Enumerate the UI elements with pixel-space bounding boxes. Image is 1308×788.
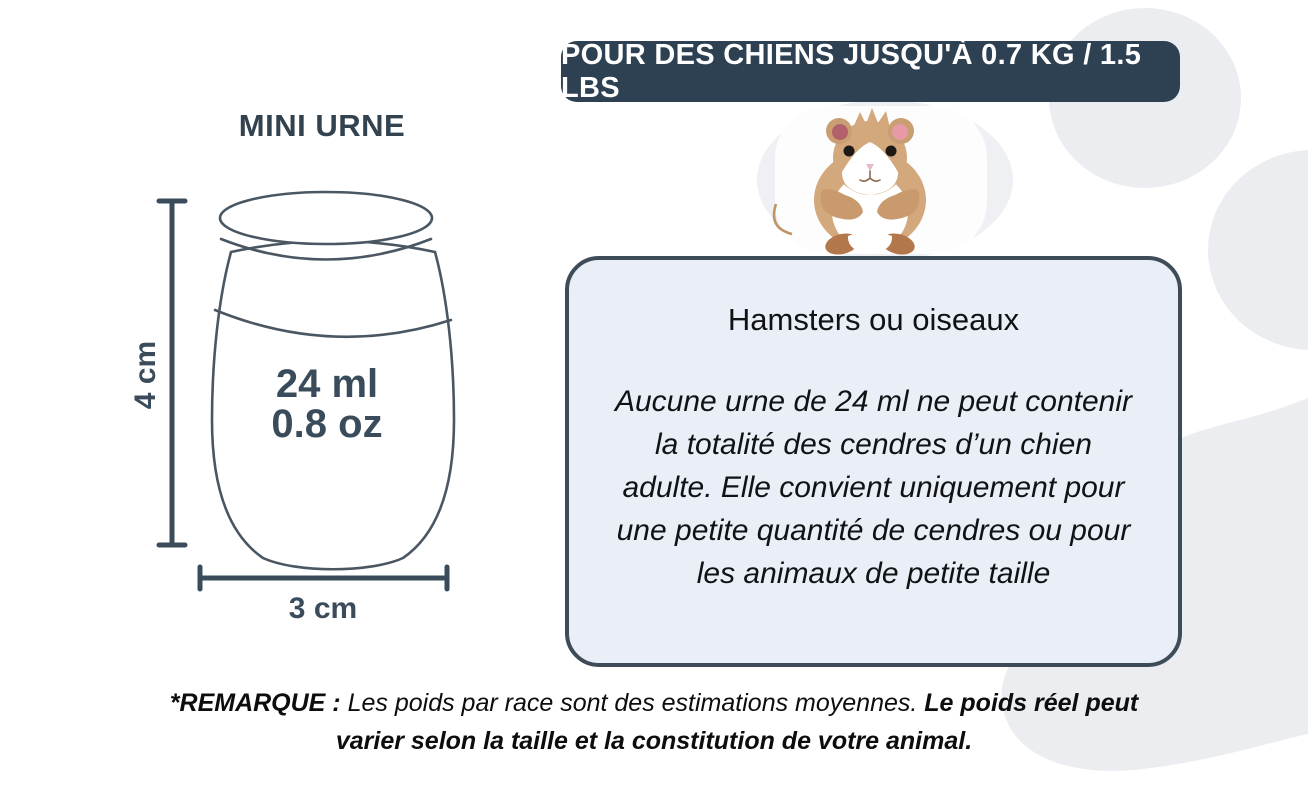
hamster-ear-right-inner (892, 124, 908, 140)
volume-oz-label: 0.8 oz (271, 402, 383, 446)
remark-label: *REMARQUE : (169, 689, 348, 717)
info-box-text: Aucune urne de 24 ml ne peut contenir la totalité des cendres d’un chien adulte. Elle convient uniquement pour une petite quantité de cendres ou pour les animaux de petite taille (614, 385, 1133, 590)
hamster-ear-left-inner (832, 124, 848, 140)
hamster-eye-left (844, 146, 855, 157)
hamster-eye-right (886, 146, 897, 157)
paw-toe-circle-right (1208, 150, 1308, 350)
remark-note (164, 684, 1144, 760)
height-dimension-line (159, 201, 185, 545)
weight-badge: POUR DES CHIENS JUSQU'À 0.7 KG / 1.5 LBS (561, 41, 1180, 102)
hamster-illustration (760, 98, 1010, 260)
volume-ml-label: 24 ml (275, 362, 379, 406)
height-label: 4 cm (128, 340, 162, 410)
urn-diagram (120, 180, 480, 640)
urn-title: MINI URNE (238, 108, 406, 143)
width-label: 3 cm (288, 592, 358, 625)
info-box-title: Hamsters ou oiseaux (727, 302, 1020, 337)
remark-bold-text: Le poids réel peut varier selon la taille et la constitution de votre animal. (335, 689, 1139, 755)
info-box (565, 256, 1182, 667)
remark-normal-text: Les poids par race sont des estimations moyennes. (347, 689, 925, 717)
